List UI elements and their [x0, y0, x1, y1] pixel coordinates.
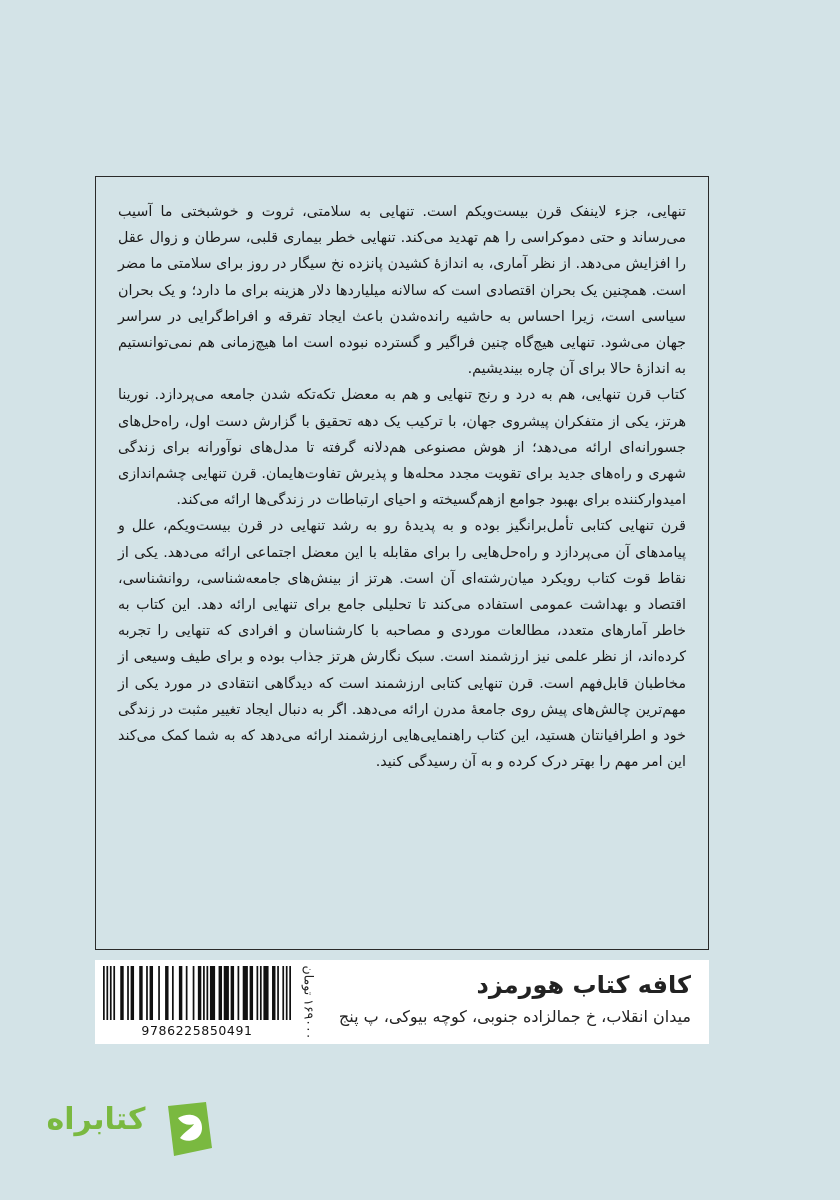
- publisher-info-strip: [95, 960, 709, 1044]
- barcode-bar: [203, 966, 205, 1020]
- barcode-icon: [101, 966, 293, 1022]
- barcode-bar: [272, 966, 275, 1020]
- description-box: [95, 176, 709, 950]
- barcode-bar: [219, 966, 222, 1020]
- barcode-bar: [224, 966, 229, 1020]
- barcode-bar: [158, 966, 160, 1020]
- barcode-bar: [198, 966, 201, 1020]
- publisher-name: کافه کتاب هورمزد: [476, 971, 691, 999]
- barcode-bar: [250, 966, 253, 1020]
- barcode-bar: [146, 966, 148, 1020]
- description-paragraph-3: قرن تنهایی کتابی تأمل‌برانگیز بوده و به پدیدهٔ رو به رشد تنهایی در قرن بیست‌ویکم، علل و پیامدهای آن می‌پردازد و راه‌حل‌هایی را برای مقابله با این معضل اجتماعی ارائه می‌دهد. یکی از نقاط قوت کتاب رویکرد میان‌رشته‌ای آن است. هرتز از بینش‌های جامعه‌شناسی، روانشناسی، اقتصاد و بهداشت عمومی استفاده می‌کند تا تحلیلی جامع برای تنهایی ارائه دهد. این کتاب به خاطر آمارهای متعدد، مطالعات موردی و مصاحبه با کارشناسان و افرادی که تنهایی را تجربه کرده‌اند، از نظر علمی نیز ارزشمند است. سبک نگارش هرتز جذاب بوده و برای طیف وسیعی از مخاطبان قابل‌فهم است. قرن تنهایی کتابی ارزشمند است که دیدگاهی انتقادی در مورد یکی از مهم‌ترین چالش‌های پیش روی جامعهٔ مدرن ارائه می‌دهد. اگر به دنبال ایجاد تغییر مثبت در زندگی خود و اطرافیانتان هستید، این کتاب راهنمایی‌هایی ارزشمند ارائه می‌دهد که به شما کمک می‌کند این امر مهم را بهتر درک کرده و به آن رسیدگی کنید.: [118, 518, 686, 771]
- barcode-bar: [282, 966, 284, 1020]
- barcode-bar: [210, 966, 215, 1020]
- barcode-bar: [231, 966, 234, 1020]
- barcode-bar: [277, 966, 279, 1020]
- barcode-bar: [260, 966, 262, 1020]
- barcode-bar: [186, 966, 188, 1020]
- barcode-bar: [243, 966, 248, 1020]
- barcode-bar: [165, 966, 168, 1020]
- description-paragraph-1: تنهایی، جزء لاینفک قرن بیست‌ویکم است. تنهایی به سلامتی، ثروت و خوشبختی ما آسیب می‌رساند و حتی دموکراسی را هم تهدید می‌کند. تنهایی خطر بیماری قلبی، سرطان و زوال عقل را افزایش می‌دهد. از نظر آماری، به اندازهٔ کشیدن پانزده نخ سیگار در روز برای سلامتی ما مضر است. همچنین یک بحران اقتصادی است که سالانه میلیاردها دلار هزینه برای ما دارد؛ و یک بحران سیاسی است، زیرا احساس به حاشیه رانده‌شدن باعث ایجاد تفرقه و افراط‌گرایی در سراسر جهان می‌شود. تنهایی هیچ‌گاه چنین فراگیر و گسترده نبوده است اما هیچ‌زمانی هم نمی‌توانستیم به اندازهٔ حالا برای آن چاره بیندیشیم.: [118, 204, 686, 378]
- barcode-bar: [289, 966, 291, 1020]
- isbn-barcode: [101, 966, 293, 1038]
- logo-text: کتابراه: [46, 1102, 146, 1137]
- barcode-bar: [286, 966, 288, 1020]
- description-paragraph-2: کتاب قرن تنهایی، هم به درد و رنج تنهایی و هم به معضل تکه‌تکه شدن جامعه می‌پردازد. نورینا هرتز، یکی از متفکران پیشروی جهان، با ترکیب یک دهه تحقیق با گزارش دست اول، راه‌حل‌های جسورانه‌ای ارائه می‌دهد؛ از هوش مصنوعی هم‌دلانه گرفته تا مدل‌های نوآورانه برای زندگی شهری و راه‌های جدید برای تقویت مجدد محله‌ها و پذیرش تفاوت‌هایمان. قرن تنهایی چشم‌اندازی امیدوارکننده برای بهبود جوامع ازهم‌گسیخته و احیای ارتباطات در زندگی‌ها ارائه می‌کند.: [118, 387, 686, 509]
- book-leaf-icon: [158, 1098, 216, 1160]
- barcode-bar: [120, 966, 123, 1020]
- barcode-bar: [150, 966, 153, 1020]
- barcode-bar: [127, 966, 129, 1020]
- price-text: ۱۶۹۰۰۰ تومان: [301, 965, 317, 1039]
- isbn-number: 9786225850491: [141, 1023, 253, 1038]
- barcode-bar: [131, 966, 134, 1020]
- barcode-bar: [257, 966, 259, 1020]
- barcode-bar: [103, 966, 105, 1020]
- ketabrah-logo: [36, 1098, 216, 1160]
- barcode-bar: [179, 966, 182, 1020]
- barcode-bar: [106, 966, 108, 1020]
- price-label: [295, 964, 323, 1040]
- barcode-bar: [113, 966, 115, 1020]
- barcode-bar: [263, 966, 268, 1020]
- barcode-bar: [238, 966, 240, 1020]
- barcode-bar: [193, 966, 195, 1020]
- barcode-bar: [139, 966, 142, 1020]
- publisher-block: [331, 968, 691, 1032]
- publisher-address: میدان انقلاب، خ جمالزاده جنوبی، کوچه بیوکی، پ پنج: [338, 1007, 691, 1026]
- barcode-bar: [172, 966, 174, 1020]
- barcode-bar: [110, 966, 112, 1020]
- barcode-bar: [206, 966, 208, 1020]
